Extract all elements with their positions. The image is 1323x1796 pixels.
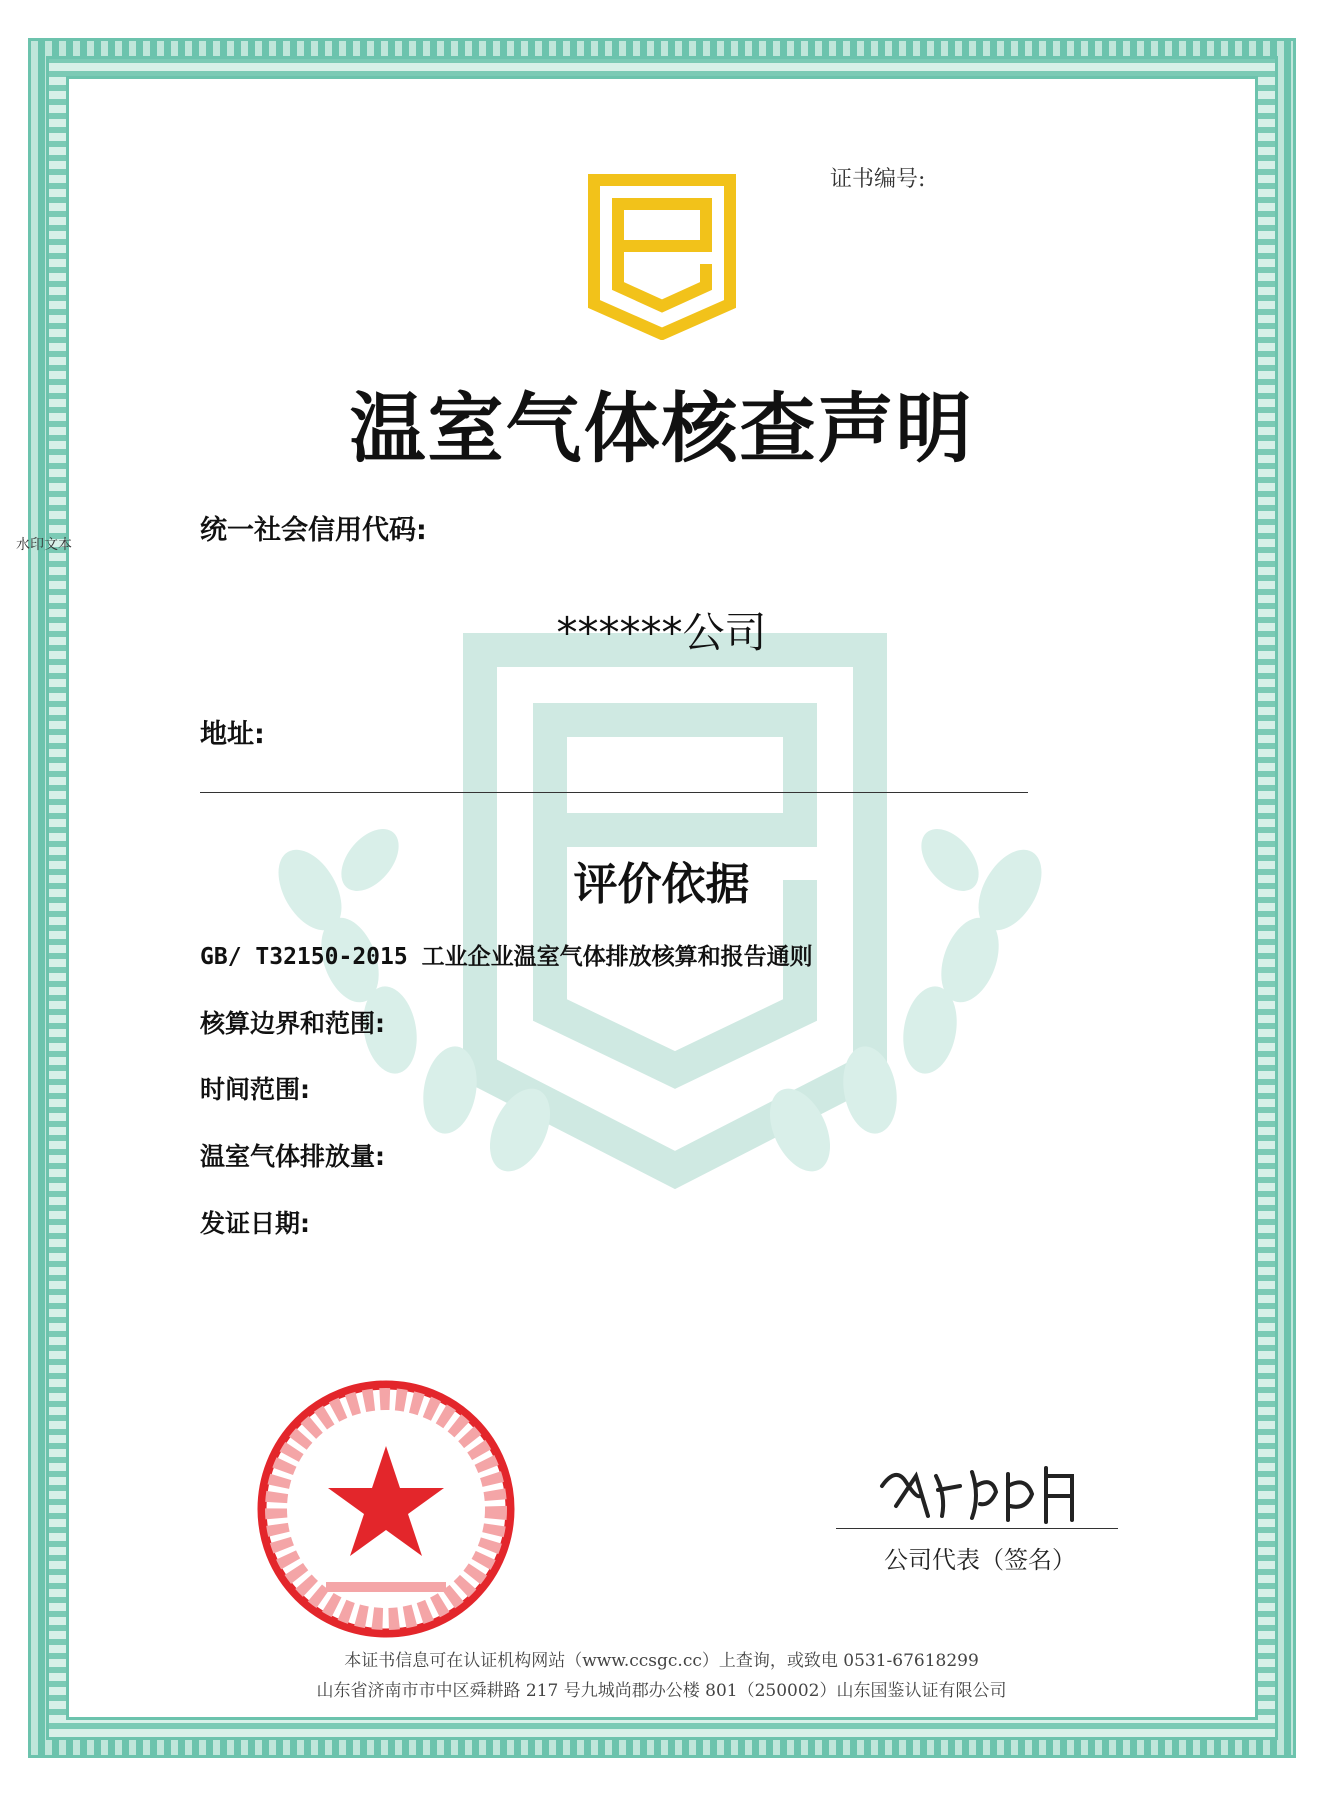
page-title: 温室气体核查声明	[349, 384, 974, 473]
watermark-text: 水印文本	[16, 536, 72, 552]
official-seal-icon	[248, 1376, 524, 1642]
section-title: 评价依据	[573, 859, 750, 910]
footer-query-info: 本证书信息可在认证机构网站（www.ccsgc.cc）上查询，或致电 0531-67618299	[344, 1651, 979, 1671]
basis-standard-name: 工业企业温室气体排放核算和报告通则	[421, 944, 813, 970]
credit-code-label: 统一社会信用代码:	[200, 515, 427, 546]
footer-address: 山东省济南市市中区舜耕路 217 号九城尚郡办公楼 801（250002）山东国鉴认证有限公司	[316, 1681, 1007, 1701]
field-period-label: 时间范围:	[200, 1075, 310, 1104]
signature-line	[836, 1528, 1118, 1529]
certificate-number-label: 证书编号:	[830, 167, 926, 192]
divider-line	[200, 792, 1028, 793]
field-boundary-label: 核算边界和范围:	[200, 1009, 385, 1038]
company-name: ******公司	[556, 608, 767, 657]
field-emission-label: 温室气体排放量:	[200, 1142, 385, 1171]
basis-standard-code: GB/ T32150-2015	[200, 944, 408, 970]
company-logo-icon	[588, 174, 736, 340]
field-issue-date-label: 发证日期:	[200, 1209, 310, 1238]
signature-icon	[876, 1446, 1086, 1526]
signature-label: 公司代表（签名）	[884, 1546, 1076, 1574]
evaluation-basis	[200, 938, 813, 971]
address-label: 地址:	[200, 719, 265, 750]
